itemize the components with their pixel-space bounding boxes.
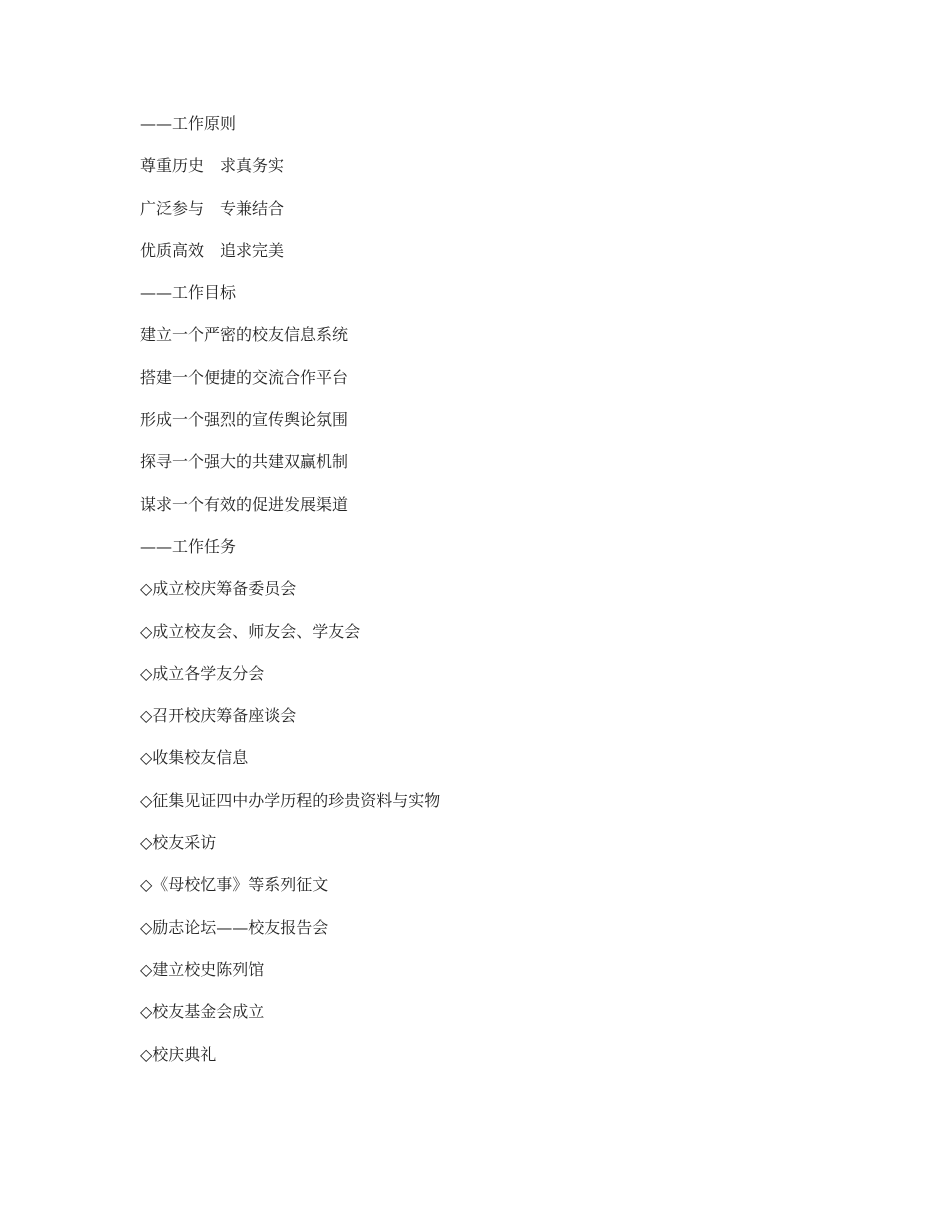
task-item-12: ◇校庆典礼 xyxy=(140,1044,217,1064)
task-item-3: ◇成立各学友分会 xyxy=(140,663,265,683)
task-item-4: ◇召开校庆筹备座谈会 xyxy=(140,706,297,726)
task-item-11: ◇校友基金会成立 xyxy=(140,1002,265,1022)
task-item-8: ◇《母校忆事》等系列征文 xyxy=(140,875,329,895)
goal-line-5: 谋求一个有效的促进发展渠道 xyxy=(140,494,349,514)
section-heading-goals: ——工作目标 xyxy=(140,283,237,303)
task-item-1: ◇成立校庆筹备委员会 xyxy=(140,579,297,599)
task-item-5: ◇收集校友信息 xyxy=(140,748,249,768)
goal-line-4: 探寻一个强大的共建双赢机制 xyxy=(140,452,349,472)
task-item-6: ◇征集见证四中办学历程的珍贵资料与实物 xyxy=(140,790,441,810)
task-item-9: ◇励志论坛——校友报告会 xyxy=(140,917,329,937)
task-item-7: ◇校友采访 xyxy=(140,833,217,853)
principle-line-2: 广泛参与 专兼结合 xyxy=(140,198,285,218)
task-item-10: ◇建立校史陈列馆 xyxy=(140,959,265,979)
goal-line-3: 形成一个强烈的宣传舆论氛围 xyxy=(140,410,349,430)
section-heading-principles: ——工作原则 xyxy=(140,114,237,133)
principle-line-1: 尊重历史 求真务实 xyxy=(140,156,285,176)
task-item-2: ◇成立校友会、师友会、学友会 xyxy=(140,621,361,641)
goal-line-1: 建立一个严密的校友信息系统 xyxy=(140,325,349,345)
principle-line-3: 优质高效 追求完美 xyxy=(140,240,285,260)
document-body xyxy=(140,112,440,1085)
section-heading-tasks: ——工作任务 xyxy=(140,536,237,556)
goal-line-2: 搭建一个便捷的交流合作平台 xyxy=(140,367,349,387)
